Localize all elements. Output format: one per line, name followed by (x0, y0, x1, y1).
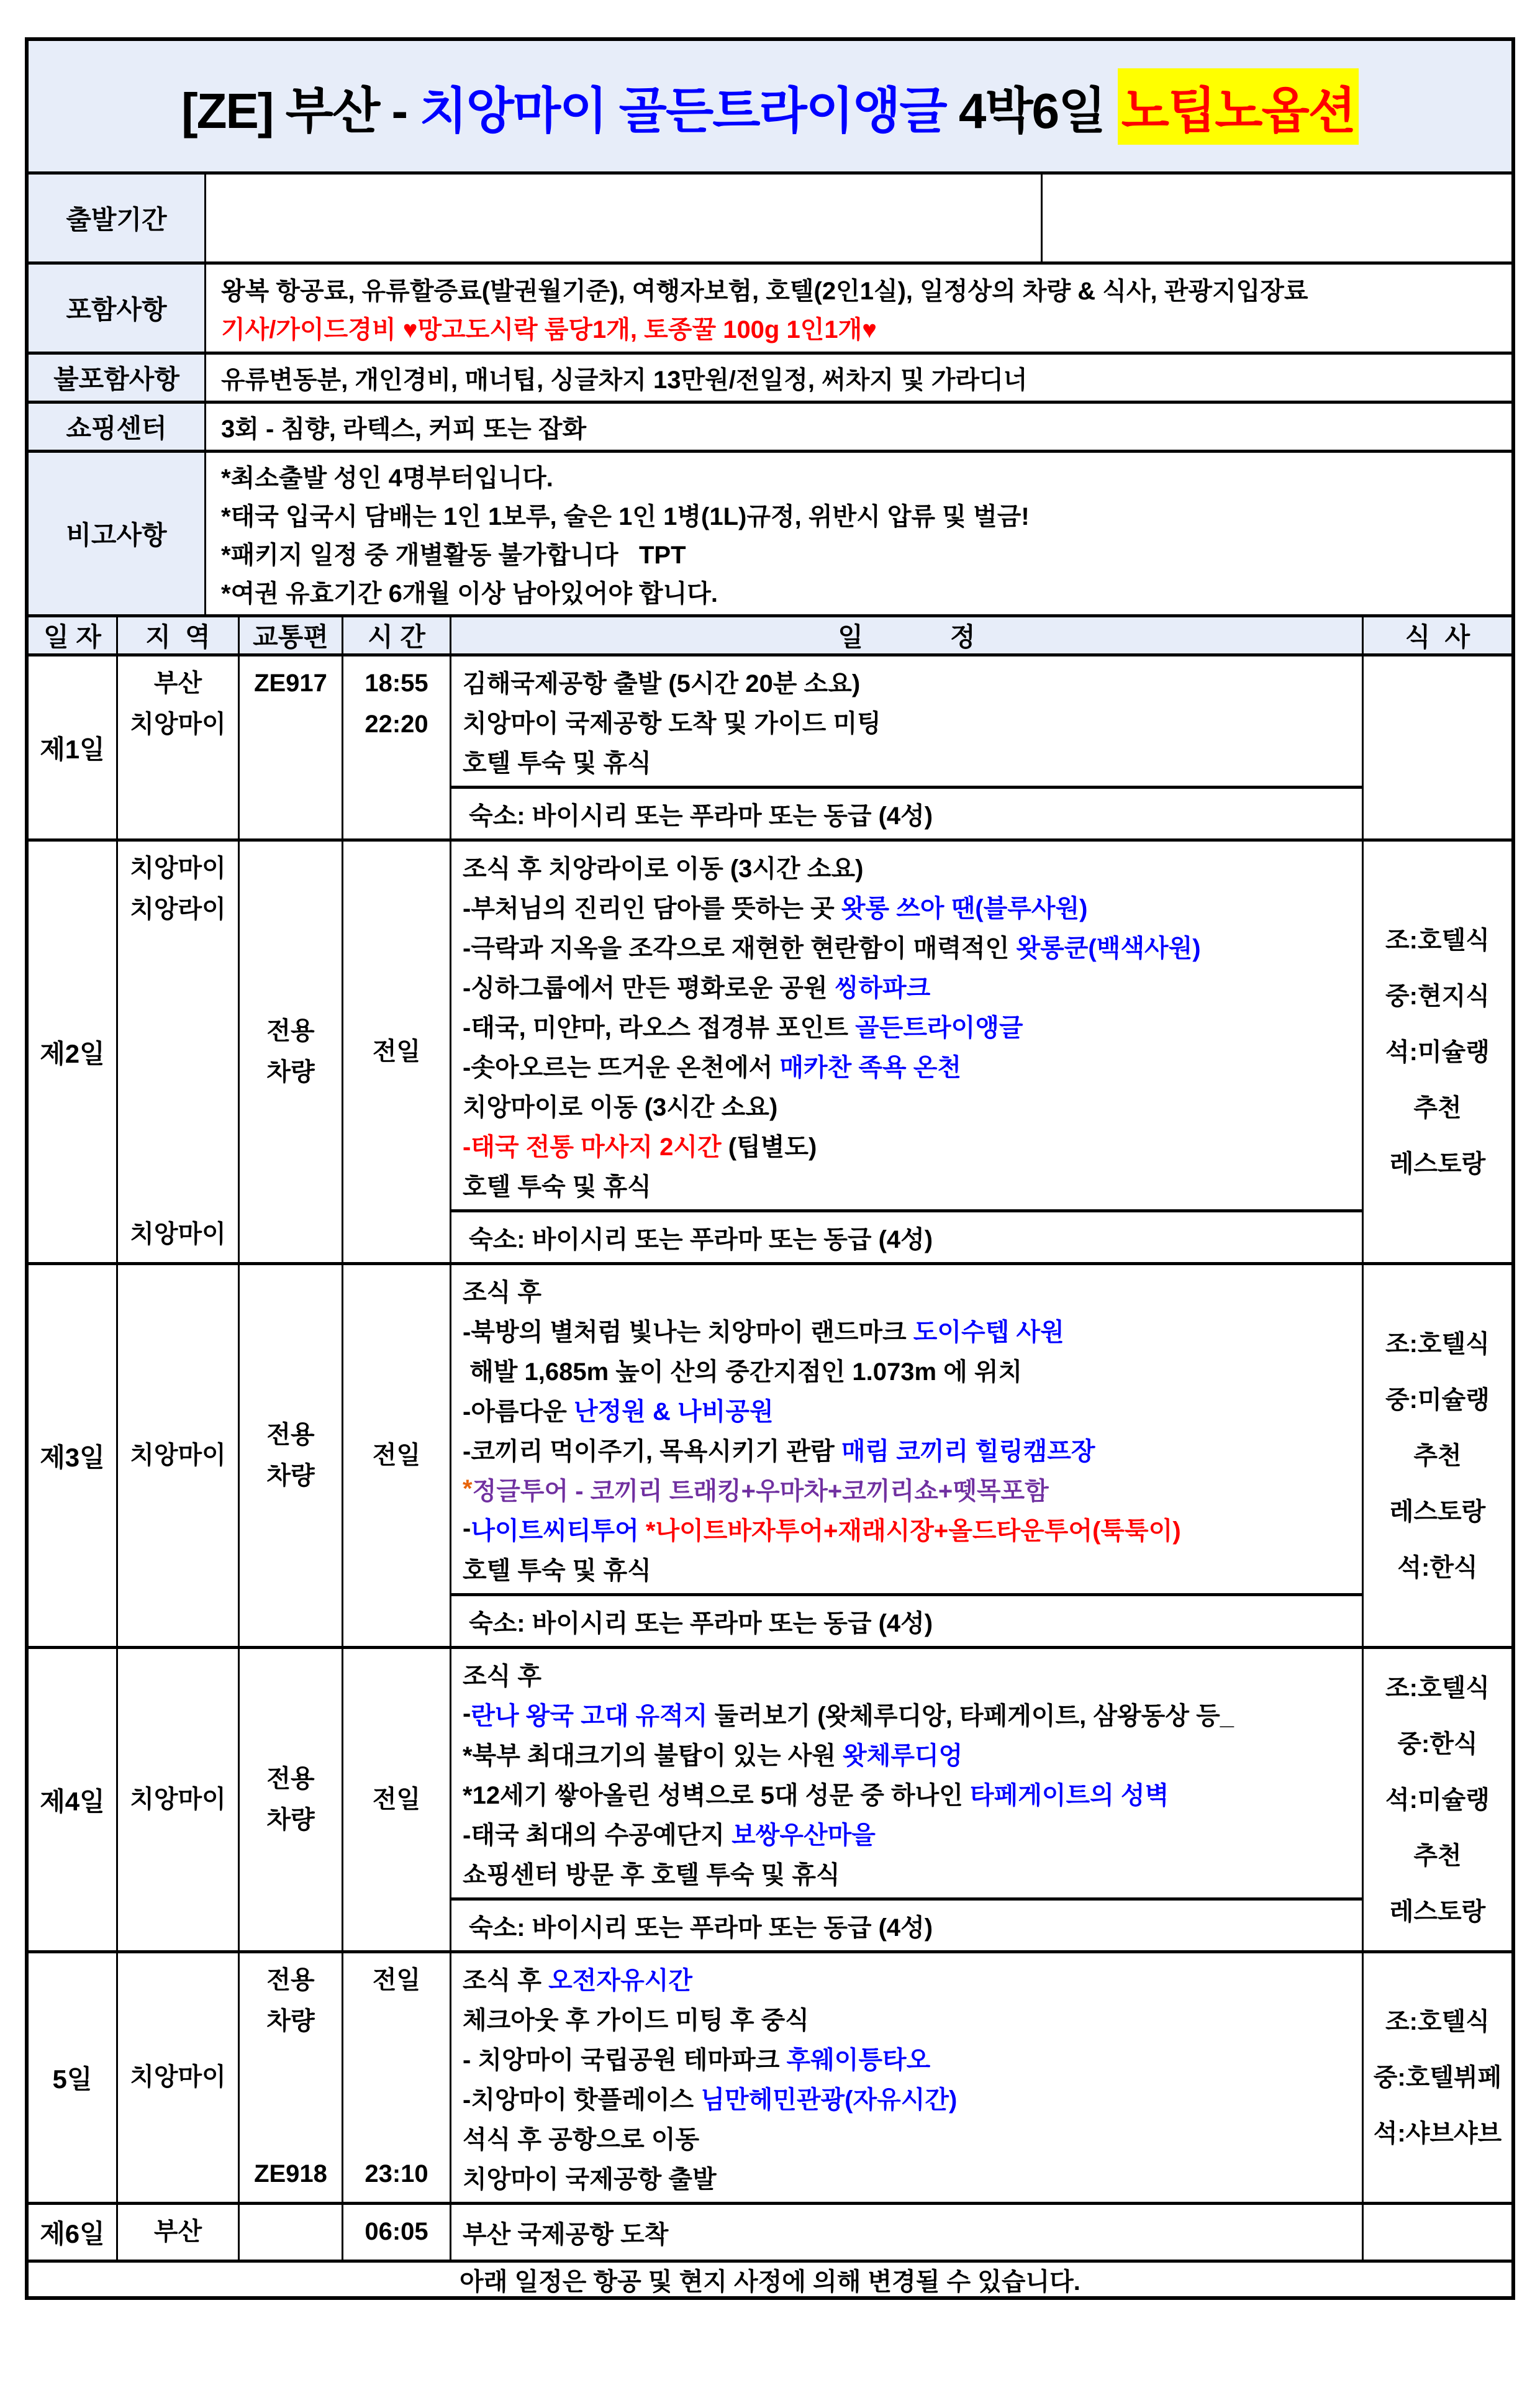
transport-cell (240, 1649, 343, 1950)
itinerary-line (463, 2212, 1357, 2252)
day-row (29, 838, 1511, 1262)
meal-line: 석:미슐랭 (1385, 1038, 1490, 1066)
header-day: 일 자 (29, 617, 118, 653)
transport-cell (240, 656, 343, 838)
itinerary-cell (451, 1953, 1364, 2202)
text-segment: 부산 국제공항 도착 (463, 2220, 669, 2248)
itinerary-line (463, 1733, 1357, 1773)
text-segment: 호텔 투숙 및 휴식 (463, 749, 651, 777)
text-segment: 해발 1,685m 높이 산의 중간지점인 1.073m 에 위치 (463, 1358, 1023, 1386)
departure-period-label: 출발기간 (29, 175, 206, 261)
meals-cell (1364, 656, 1511, 838)
meal-line: 레스토랑 (1389, 1897, 1486, 1925)
text-segment: 노팁노옵션 (1118, 68, 1359, 145)
transport-cell (240, 2205, 343, 2260)
region-cell-mid (118, 1655, 238, 1943)
region-cell (118, 2205, 240, 2260)
text-segment: - (463, 1514, 471, 1542)
itinerary-line (463, 966, 1357, 1006)
day-label: 제2일 (29, 842, 118, 1262)
day-label: 제4일 (29, 1649, 118, 1950)
time-cell-mid (343, 2001, 450, 2153)
itinerary-line (463, 1045, 1357, 1085)
meal-line: 중:미슐랭 (1385, 1386, 1490, 1414)
info-line (221, 572, 1505, 611)
header-region: 지 역 (118, 617, 240, 653)
notes-label: 비고사항 (29, 453, 206, 614)
itinerary-line (463, 1813, 1357, 1853)
itinerary-sheet (25, 37, 1515, 2300)
transport-cell-line: 차량 (266, 1806, 315, 1833)
itinerary-line (463, 1509, 1357, 1548)
meal-line: 레스토랑 (1389, 1497, 1486, 1525)
meals-cell (1364, 842, 1511, 1262)
transport-cell-mid (240, 848, 342, 1255)
itinerary-line (463, 1310, 1357, 1350)
text-segment: 란나 왕국 고대 유적지 (471, 1702, 715, 1730)
text-segment: 석식 후 공항으로 이동 (463, 2125, 700, 2153)
info-row-shopping (29, 401, 1511, 450)
info-row-exclusions (29, 352, 1511, 401)
transport-cell-line: 차량 (266, 2007, 315, 2035)
time-cell-line: 전일 (372, 1037, 421, 1065)
inclusions-value (206, 265, 1511, 352)
itinerary-cell (451, 1265, 1364, 1646)
text-segment: *여권 유효기간 6개월 이상 남아있어야 합니다. (221, 579, 718, 607)
meals-cell (1364, 1265, 1511, 1646)
lodging-row: 숙소: 바이시리 또는 푸라마 또는 동급 (4성) (451, 786, 1362, 838)
transport-cell-line: 전용 (266, 1966, 315, 1994)
region-cell-line: 치앙라이 (130, 896, 226, 923)
time-cell-mid (343, 1655, 450, 1943)
itinerary-line (463, 2157, 1357, 2197)
text-segment: -태국 전통 마사지 2시간 (463, 1133, 728, 1161)
transport-cell-mid (240, 704, 342, 831)
region-cell-line: 치앙마이 (130, 1441, 226, 1469)
text-segment: -부처님의 진리인 담아를 뜻하는 곳 (463, 894, 841, 922)
transport-cell-line: ZE917 (254, 670, 327, 697)
time-cell-line: 전일 (372, 1785, 421, 1813)
transport-cell-bot (240, 2153, 342, 2194)
text-segment: 왓롱쿤(백색사원) (1016, 934, 1201, 962)
text-segment: 도이수텝 사원 (913, 1318, 1064, 1346)
itinerary-line (463, 1469, 1357, 1509)
time-cell (343, 1953, 451, 2202)
text-segment: -극락과 지옥을 조각으로 재현한 현란함이 매력적인 (463, 934, 1017, 962)
header-itinerary: 일 정 (451, 617, 1364, 653)
time-cell (343, 2205, 451, 2260)
text-segment: *패키지 일정 중 개별활동 불가합니다 TPT (221, 541, 686, 569)
transport-cell-mid (240, 2042, 342, 2153)
meals-cell (1364, 1649, 1511, 1950)
shopping-label: 쇼핑센터 (29, 404, 206, 450)
info-line (221, 495, 1505, 534)
transport-cell-top (240, 663, 342, 704)
region-cell-line: 치앙마이 (130, 855, 226, 882)
time-cell-line: 06:05 (365, 2218, 428, 2245)
day-row (29, 1950, 1511, 2202)
itinerary-line (463, 926, 1357, 966)
info-line (221, 407, 1505, 446)
table-header (29, 614, 1511, 653)
text-segment: -솟아오르는 뜨거운 온천에서 (463, 1053, 780, 1081)
text-segment: 왕복 항공료, 유류할증료(발권월기준), 여행자보험, 호텔(2인1실), 일정상의 차량 & 식사, 관광지입장료 (221, 277, 1308, 305)
transport-cell-line: 전용 (266, 1017, 315, 1045)
lodging-row: 숙소: 바이시리 또는 푸라마 또는 동급 (4성) (451, 1593, 1362, 1646)
text-segment: -태국, 미얀마, 라오스 접경뷰 포인트 (463, 1014, 856, 1042)
itinerary-line (463, 1085, 1357, 1125)
info-line (221, 270, 1505, 308)
text-segment: 둘러보기 (왓체루디앙, 타페게이트, 삼왕동상 등_ (714, 1702, 1234, 1730)
text-segment: *최소출발 성인 4명부터입니다. (221, 464, 553, 492)
itinerary-cell (451, 656, 1364, 838)
itinerary-line (463, 2038, 1357, 2078)
itinerary-lines (451, 1953, 1362, 2202)
transport-cell-line: 전용 (266, 1765, 315, 1792)
text-segment: 치앙마이 국제공항 도착 및 가이드 미팅 (463, 709, 881, 737)
page (0, 37, 1540, 2385)
itinerary-line (463, 1429, 1357, 1469)
itinerary-line (463, 1006, 1357, 1045)
time-cell (343, 1265, 451, 1646)
meal-line: 조:호텔식 (1385, 2008, 1490, 2035)
text-segment: *북부 최대크기의 불탑이 있는 사원 (463, 1742, 843, 1769)
text-segment: *나이트바자투어+재래시장+올드타운투어(툭툭이) (645, 1517, 1181, 1545)
meals-cell (1364, 1953, 1511, 2202)
meal-line: 중:한식 (1397, 1730, 1478, 1758)
text-segment: 치앙마이 국제공항 출발 (463, 2165, 717, 2193)
time-cell-mid (343, 2211, 450, 2252)
region-cell-line: 치앙마이 (130, 711, 226, 738)
meals-cell (1364, 2205, 1511, 2260)
text-segment: 치앙마이 골든트라이앵글 (419, 83, 946, 139)
region-cell (118, 1265, 240, 1646)
info-row-departure (29, 171, 1511, 261)
time-cell (343, 1649, 451, 1950)
itinerary-line (463, 2078, 1357, 2117)
region-cell-line: 부산 (153, 670, 202, 697)
meal-line: 중:호텔뷔페 (1373, 2064, 1502, 2091)
time-cell-line: 18:55 (365, 670, 428, 697)
time-cell-top (343, 1960, 450, 2001)
text-segment: 매림 코끼리 힐링캠프장 (841, 1437, 1095, 1465)
transport-cell-line: 차량 (266, 1058, 315, 1086)
text-segment: 조식 후 치앙라이로 이동 (3시간 소요) (463, 855, 864, 883)
itinerary-cell (451, 2205, 1364, 2260)
time-cell (343, 842, 451, 1262)
itinerary-line (463, 1165, 1357, 1204)
region-cell-line: 치앙마이 (130, 2063, 226, 2091)
time-cell-line: 23:10 (365, 2160, 428, 2187)
time-cell-mid (343, 848, 450, 1255)
region-cell-top (118, 848, 238, 930)
itinerary-line (463, 1773, 1357, 1813)
lodging-row: 숙소: 바이시리 또는 푸라마 또는 동급 (4성) (451, 1209, 1362, 1262)
region-cell-line: 부산 (153, 2218, 202, 2245)
itinerary-line (463, 1654, 1357, 1694)
day-label: 제3일 (29, 1265, 118, 1646)
transport-cell-top (240, 1960, 342, 2042)
text-segment: 기사/가이드경비 ♥망고도시락 룸당1개, 토종꿀 100g 1인1개♥ (221, 316, 877, 343)
itinerary-lines (451, 1265, 1362, 1593)
text-segment: 조식 후 (463, 1966, 549, 1994)
meal-line: 추천 (1413, 1442, 1462, 1470)
text-segment: -치앙마이 핫플레이스 (463, 2086, 701, 2114)
itinerary-line (463, 661, 1357, 701)
text-segment: -싱하그룹에서 만든 평화로운 공원 (463, 974, 835, 1002)
text-segment: -코끼리 먹이주기, 목욕시키기 관람 (463, 1437, 841, 1465)
transport-cell (240, 842, 343, 1262)
transport-cell-line: 전용 (266, 1420, 315, 1448)
itinerary-line (463, 1998, 1357, 2038)
text-segment: *12세기 쌓아올린 성벽으로 5대 성문 중 하나인 (463, 1781, 970, 1809)
text-segment: 체크아웃 후 가이드 미팅 후 중식 (463, 2006, 809, 2034)
itinerary-line (463, 847, 1357, 886)
meal-line: 조:호텔식 (1385, 1674, 1490, 1702)
day-label: 5일 (29, 1953, 118, 2202)
text-segment: * (463, 1474, 473, 1502)
itinerary-line (463, 1958, 1357, 1998)
inclusions-label: 포함사항 (29, 265, 206, 352)
itinerary-lines (451, 2205, 1362, 2260)
text-segment: 왓체루디엉 (843, 1742, 963, 1769)
meal-line: 레스토랑 (1389, 1150, 1486, 1178)
text-segment: [ZE] 부산 - (181, 83, 420, 139)
transport-cell-line: ZE918 (254, 2160, 327, 2187)
text-segment: -태국 최대의 수공예단지 (463, 1821, 732, 1849)
text-segment: -아름다운 (463, 1397, 574, 1425)
region-cell-top (118, 663, 238, 745)
text-segment: - (463, 1699, 471, 1727)
itinerary-lines (451, 1649, 1362, 1897)
transport-cell-line: 차량 (266, 1461, 315, 1489)
itinerary-line (463, 1853, 1357, 1892)
text-segment: - 치앙마이 국립공원 테마파크 (463, 2046, 787, 2074)
footer-note: 아래 일정은 항공 및 현지 사정에 의해 변경될 수 있습니다. (29, 2260, 1511, 2296)
day-row (29, 1262, 1511, 1646)
day-rows (29, 653, 1511, 2260)
day-label: 제6일 (29, 2205, 118, 2260)
info-row-notes (29, 450, 1511, 614)
region-cell-mid (118, 745, 238, 831)
region-cell-mid (118, 1960, 238, 2194)
time-cell (343, 656, 451, 838)
lodging-row: 숙소: 바이시리 또는 푸라마 또는 동급 (4성) (451, 1897, 1362, 1950)
header-transport: 교통편 (240, 617, 343, 653)
time-cell-top (343, 663, 450, 745)
itinerary-line (463, 2117, 1357, 2157)
meal-line: 석:미슐랭 (1385, 1786, 1490, 1814)
text-segment: 왓롱 쓰아 땐(블루사원) (841, 894, 1088, 922)
text-segment: 님만헤민관광(자유시간) (700, 2086, 958, 2114)
info-line (221, 308, 1505, 347)
time-cell-line: 전일 (372, 1441, 421, 1469)
itinerary-line (463, 886, 1357, 926)
text-segment: 호텔 투숙 및 휴식 (463, 1173, 651, 1201)
meal-line: 중:현지식 (1385, 982, 1490, 1010)
itinerary-line (463, 1694, 1357, 1733)
exclusions-value (206, 355, 1511, 401)
text-segment: 난정원 & 나비공원 (574, 1397, 774, 1425)
meal-line: 조:호텔식 (1385, 1330, 1490, 1358)
text-segment: 유류변동분, 개인경비, 매너팁, 싱글차지 13만원/전일정, 써차지 및 가라디너 (221, 366, 1028, 394)
text-segment: 조식 후 (463, 1278, 542, 1306)
region-cell (118, 1649, 240, 1950)
exclusions-label: 불포함사항 (29, 355, 206, 401)
itinerary-lines (451, 842, 1362, 1209)
text-segment: 타페게이트의 성벽 (969, 1781, 1169, 1809)
region-cell-mid (118, 930, 238, 1214)
itinerary-lines (451, 656, 1362, 786)
region-cell-bot (118, 1214, 238, 1255)
meal-line: 석:한식 (1397, 1553, 1478, 1581)
itinerary-line (463, 1389, 1357, 1429)
region-cell-mid (118, 2211, 238, 2252)
region-cell (118, 1953, 240, 2202)
departure-period-value-left (206, 175, 1043, 261)
info-line (221, 534, 1505, 572)
text-segment: 3회 - 침향, 라텍스, 커피 또는 잡화 (221, 415, 587, 443)
meal-line: 추천 (1413, 1842, 1462, 1869)
text-segment: 정글투어 - 코끼리 트래킹+우마차+코끼리쇼+뗏목포함 (472, 1477, 1049, 1505)
info-line (221, 457, 1505, 495)
text-segment: 보쌍우산마을 (732, 1821, 876, 1849)
text-segment: 후웨이틍타오 (786, 2046, 931, 2074)
transport-cell (240, 1265, 343, 1646)
shopping-value (206, 404, 1511, 450)
region-cell (118, 656, 240, 838)
text-segment: 골든트라이앵글 (855, 1014, 1023, 1042)
meal-line: 조:호텔식 (1385, 926, 1490, 954)
text-segment: 나이트씨티투어 (471, 1517, 646, 1545)
page-title (29, 41, 1511, 171)
text-segment: *태국 입국시 담배는 1인 1보루, 술은 1인 1병(1L)규정, 위반시 압류 및 벌금! (221, 502, 1030, 530)
info-row-inclusions (29, 261, 1511, 352)
itinerary-line (463, 741, 1357, 781)
text-segment: 김해국제공항 출발 (5시간 20분 소요) (463, 670, 861, 697)
itinerary-line (463, 701, 1357, 741)
day-row (29, 1646, 1511, 1950)
text-segment: 매카찬 족욕 온천 (779, 1053, 962, 1081)
itinerary-cell (451, 842, 1364, 1262)
departure-period-value-right (1043, 175, 1511, 261)
text-segment: 쇼핑센터 방문 후 호텔 투숙 및 휴식 (463, 1861, 840, 1889)
header-meals: 식 사 (1405, 622, 1470, 652)
time-cell-line: 전일 (372, 1966, 421, 1994)
region-cell-line: 치앙마이 (130, 1220, 226, 1248)
itinerary-line (463, 1548, 1357, 1588)
header-time: 시 간 (343, 617, 451, 653)
day-label: 제1일 (29, 656, 118, 838)
meal-line: 추천 (1413, 1094, 1462, 1122)
text-segment: 오전자유시간 (548, 1966, 692, 1994)
text-segment: 조식 후 (463, 1662, 542, 1690)
itinerary-line (463, 1350, 1357, 1389)
transport-cell-mid (240, 2211, 342, 2252)
info-line (221, 358, 1505, 397)
time-cell-mid (343, 745, 450, 831)
region-cell-mid (118, 1271, 238, 1638)
text-segment: 씽하파크 (834, 974, 931, 1002)
text-segment: (팁별도) (728, 1133, 817, 1161)
text-segment: 호텔 투숙 및 휴식 (463, 1556, 651, 1584)
time-cell-bot (343, 2153, 450, 2194)
meal-line: 석:샤브샤브 (1373, 2120, 1502, 2147)
time-cell-mid (343, 1271, 450, 1638)
time-cell-line: 22:20 (365, 711, 428, 738)
transport-cell-mid (240, 1655, 342, 1943)
text-segment: 치앙마이로 이동 (3시간 소요) (463, 1093, 778, 1121)
text-segment: -북방의 별처럼 빛나는 치앙마이 랜드마크 (463, 1318, 913, 1346)
itinerary-line (463, 1125, 1357, 1165)
transport-cell-mid (240, 1271, 342, 1638)
day-row (29, 653, 1511, 838)
text-segment: 4박6일 (946, 83, 1118, 139)
itinerary-cell (451, 1649, 1364, 1950)
transport-cell (240, 1953, 343, 2202)
itinerary-line (463, 1270, 1357, 1310)
region-cell-line: 치앙마이 (130, 1785, 226, 1813)
region-cell (118, 842, 240, 1262)
notes-value (206, 453, 1511, 614)
day-row (29, 2202, 1511, 2260)
